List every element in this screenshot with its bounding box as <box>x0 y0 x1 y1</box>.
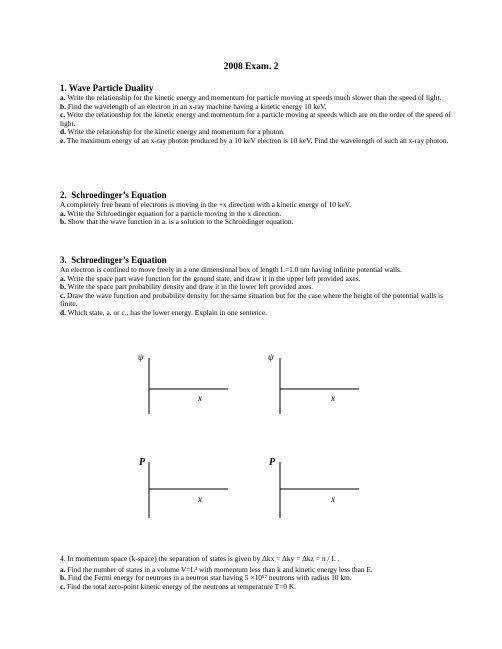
q2-intro: A completely free beam of electrons is moving in the +x direction with a kinetic energy of 10 keV. <box>60 200 352 209</box>
q3-item-d: d. Which state, a. or c., has the lower energy. Explain in one sentence. <box>60 307 267 317</box>
upper-right-psi-label: ψ <box>268 352 274 362</box>
upper-right-x-label: x <box>331 393 335 403</box>
q1-heading: 1. Wave Particle Duality <box>60 83 154 93</box>
question-4 <box>60 555 470 591</box>
q3-item-a: a. Write the space part wave function for the ground state, and draw it in the upper left provided axes. <box>60 273 361 283</box>
upper-left-psi-label: ψ <box>138 352 144 362</box>
q1-item-b: b. Find the wavelength of an electron in an x-ray machine having a kinetic energy 10 keV. <box>60 101 327 111</box>
q4-item-b: b. Find the Fermi energy for neutrons in a neutron star having 5 ×10⁵⁷ neutrons with radius 10 km. <box>60 573 352 583</box>
q2-item-b: b. Show that the wave function in a. is a solution to the Schroedinger equation. <box>60 217 294 227</box>
question-2 <box>60 190 460 227</box>
lower-right-x-label: x <box>331 494 335 504</box>
upper-right-psi-axes <box>279 358 359 414</box>
question-1 <box>60 83 460 146</box>
q1-item-c: c. Write the relationship for the kinetic energy and momentum for a particle moving at speeds which are on the order of the speed of light. <box>60 110 451 128</box>
lower-right-p-axes <box>279 462 359 518</box>
q3-heading: 3. Schroedinger’s Equation <box>60 255 167 265</box>
lower-left-p-axes <box>148 462 228 518</box>
lower-right-p-label: P <box>269 457 276 468</box>
q3-intro: An electron is confined to move freely in a one dimensional box of length L=1.0 nm having infinite potential walls. <box>60 265 402 274</box>
q4-item-a: a. Find the number of states in a volume V=L³ with momentum less than k and kinetic energy less than E. <box>60 564 373 574</box>
q1-item-d: d. Write the relationship for the kinetic energy and momentum for a photon. <box>60 127 285 137</box>
q4-item-c: c. Find the total zero-point kinetic energy of the neutrons at temperature T=0 K. <box>60 581 297 591</box>
page-title: 2008 Exam. 2 <box>223 62 279 72</box>
lower-left-p-label: P <box>139 457 146 468</box>
q3-item-c: c. Draw the wave function and probability density for the same situation but for the case where the height of the potential walls is finite. <box>60 290 443 309</box>
upper-left-psi-axes <box>148 358 228 414</box>
q4-intro: 4. In momentum space (k-space) the separation of states is given by Δkx = Δky = Δkz = π / L . <box>60 554 340 563</box>
q3-item-b: b. Write the space part probability density and draw it in the lower left provided axes. <box>60 282 314 292</box>
q2-item-a: a. Write the Schroedinger equation for a particle moving in the x direction. <box>60 208 282 218</box>
question-3 <box>60 255 460 318</box>
lower-left-x-label: x <box>198 494 202 504</box>
q2-heading: 2. Schroedinger’s Equation <box>60 190 167 200</box>
q1-item-a: a. Write the relationship for the kinetic energy and momentum for particle moving at speeds much slower than the speed of light. <box>60 93 442 102</box>
upper-left-x-label: x <box>198 393 202 403</box>
q1-item-e: e. The maximum energy of an x-ray photon produced by a 10 keV electron is 10 keV. Find the wavelength of such an x-ray photon. <box>60 135 449 145</box>
